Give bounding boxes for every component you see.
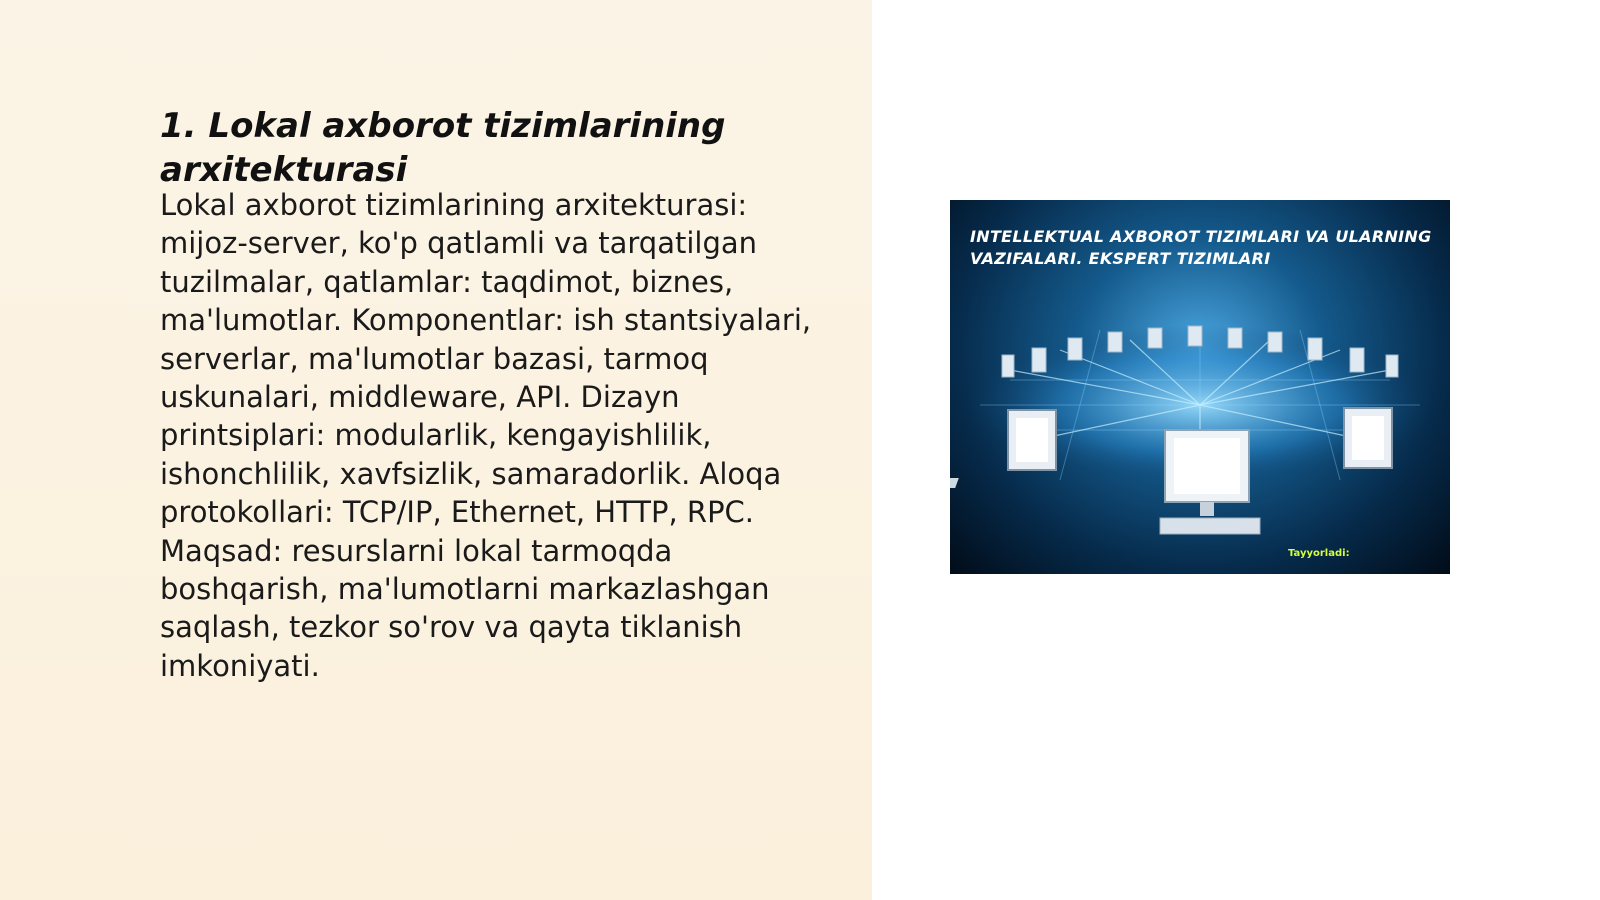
slide-body-text: Lokal axborot tizimlarining arxitekturasi: mijoz-server, ko'p qatlamli va tarqatilgan tuzilmalar, qatlamlar: taqdimot, biznes, ma'lumotlar. Komponentlar: ish stantsiyalari, serverlar, ma'lumotlar bazasi, tarmoq uskunalari, middleware, API. Dizayn printsiplari: modularlik, kengayishlilik, ishonchlilik, xavfsizlik, samaradorlik. Aloqa protokollari: TCP/IP, Ethernet, HTTP, RPC. Maqsad: resurslarni lokal tarmoqda boshqarish, ma'lumotlarni markazlashgan saqlash, tezkor so'rov va qayta tiklanish imkoniyati.: [160, 188, 812, 683]
slide-title: 1. Lokal axborot tizimlarining arxitekturasi: [160, 106, 726, 190]
network-illustration: [950, 200, 1450, 574]
center-computer: [1160, 430, 1260, 534]
image-title: INTELLEKTUAL AXBOROT TIZIMLARI VA ULARNING VAZIFALARI. EKSPERT TIZIMLARI: [970, 227, 1432, 268]
image-caption: Tayyorladi:: [1288, 548, 1350, 559]
